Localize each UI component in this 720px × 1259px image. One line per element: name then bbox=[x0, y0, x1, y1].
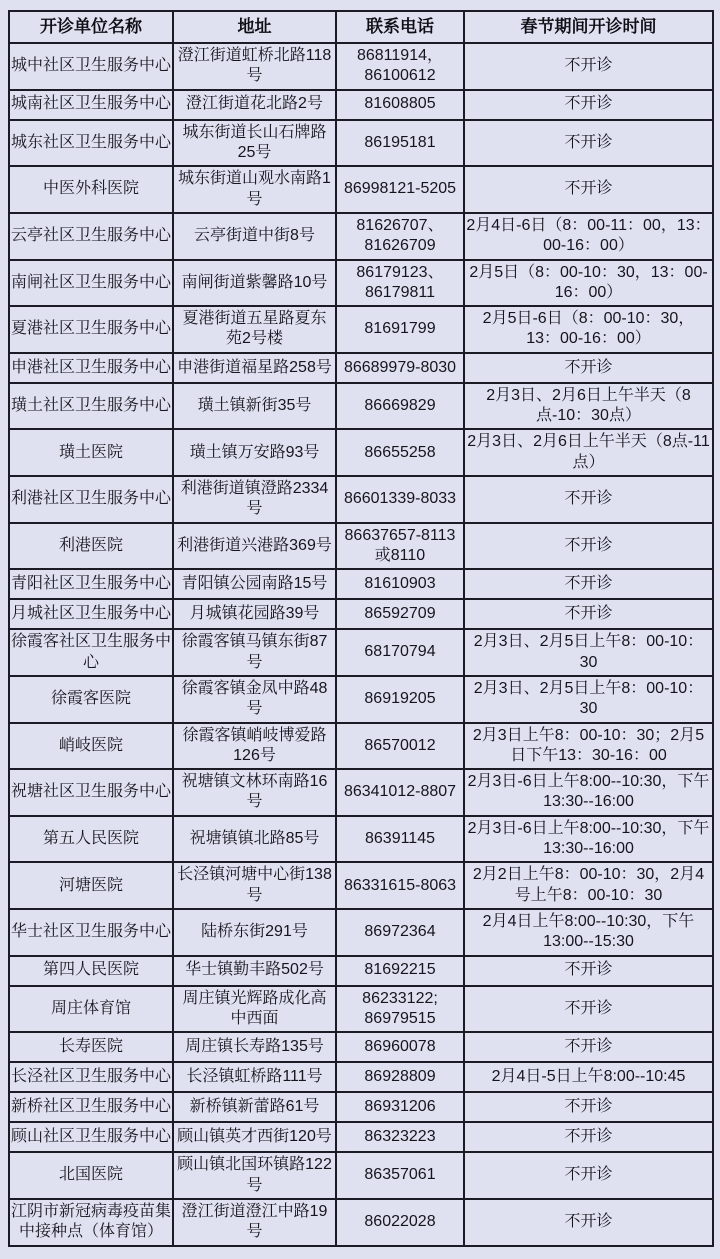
phone-cell: 86637657-8113或8110 bbox=[336, 523, 464, 570]
unit-name-cell: 长泾社区卫生服务中心 bbox=[9, 1062, 173, 1092]
phone-cell: 86655258 bbox=[336, 429, 464, 476]
phone-cell: 86928809 bbox=[336, 1062, 464, 1092]
phone-cell: 81608805 bbox=[336, 90, 464, 120]
schedule-cell: 不开诊 bbox=[464, 569, 713, 599]
phone-cell: 86592709 bbox=[336, 599, 464, 629]
phone-cell: 86357061 bbox=[336, 1152, 464, 1199]
phone-cell: 86570012 bbox=[336, 723, 464, 770]
table-row bbox=[9, 260, 713, 307]
schedule-cell: 2月3日、2月6日上午半天（8点-11点） bbox=[464, 429, 713, 476]
phone-cell: 86195181 bbox=[336, 120, 464, 167]
table-row bbox=[9, 676, 713, 723]
header-row bbox=[9, 11, 713, 43]
table-row bbox=[9, 90, 713, 120]
address-cell: 徐霞客镇马镇东街87号 bbox=[173, 629, 336, 676]
address-cell: 月城镇花园路39号 bbox=[173, 599, 336, 629]
unit-name-cell: 璜土社区卫生服务中心 bbox=[9, 383, 173, 430]
address-cell: 澄江街道虹桥北路118号 bbox=[173, 43, 336, 90]
phone-cell: 81692215 bbox=[336, 956, 464, 986]
schedule-cell: 不开诊 bbox=[464, 353, 713, 383]
table-row bbox=[9, 476, 713, 523]
address-cell: 祝塘镇镇北路85号 bbox=[173, 816, 336, 863]
address-cell: 青阳镇公园南路15号 bbox=[173, 569, 336, 599]
phone-cell: 86960078 bbox=[336, 1032, 464, 1062]
unit-name-cell: 第四人民医院 bbox=[9, 956, 173, 986]
address-cell: 周庄镇长寿路135号 bbox=[173, 1032, 336, 1062]
table-row bbox=[9, 429, 713, 476]
address-cell: 祝塘镇文林环南路16号 bbox=[173, 769, 336, 816]
address-cell: 璜土镇新街35号 bbox=[173, 383, 336, 430]
unit-name-cell: 江阴市新冠病毒疫苗集中接种点（体育馆） bbox=[9, 1199, 173, 1246]
address-cell: 华士镇勤丰路502号 bbox=[173, 956, 336, 986]
table-row bbox=[9, 629, 713, 676]
phone-cell: 86931206 bbox=[336, 1092, 464, 1122]
table-body bbox=[9, 43, 713, 1246]
unit-name-cell: 峭岐医院 bbox=[9, 723, 173, 770]
address-cell: 澄江街道澄江中路19号 bbox=[173, 1199, 336, 1246]
table-row bbox=[9, 1032, 713, 1062]
phone-cell: 86323223 bbox=[336, 1122, 464, 1152]
address-cell: 澄江街道花北路2号 bbox=[173, 90, 336, 120]
unit-name-cell: 中医外科医院 bbox=[9, 166, 173, 213]
address-cell: 长泾镇虹桥路111号 bbox=[173, 1062, 336, 1092]
phone-cell: 86391145 bbox=[336, 816, 464, 863]
table-row bbox=[9, 599, 713, 629]
schedule-cell: 不开诊 bbox=[464, 523, 713, 570]
table-row bbox=[9, 956, 713, 986]
address-cell: 城东街道长山石牌路25号 bbox=[173, 120, 336, 167]
clinic-schedule-table bbox=[8, 10, 714, 1247]
schedule-cell: 不开诊 bbox=[464, 43, 713, 90]
schedule-cell: 2月5日-6日（8：00-10：30，13：00-16：00） bbox=[464, 306, 713, 353]
phone-cell: 81626707、81626709 bbox=[336, 213, 464, 260]
unit-name-cell: 河塘医院 bbox=[9, 862, 173, 909]
table-row bbox=[9, 816, 713, 863]
phone-cell: 86972364 bbox=[336, 909, 464, 956]
address-cell: 利港街道镇澄路2334号 bbox=[173, 476, 336, 523]
table-header bbox=[9, 11, 713, 43]
schedule-cell: 2月3日上午8：00-10：30；2月5日下午13：30-16：00 bbox=[464, 723, 713, 770]
unit-name-cell: 华士社区卫生服务中心 bbox=[9, 909, 173, 956]
schedule-cell: 不开诊 bbox=[464, 1092, 713, 1122]
unit-name-cell: 第五人民医院 bbox=[9, 816, 173, 863]
unit-name-cell: 周庄体育馆 bbox=[9, 986, 173, 1033]
address-cell: 徐霞客镇金凤中路48号 bbox=[173, 676, 336, 723]
schedule-cell: 2月4日上午8:00--10:30，下午13:00--15:30 bbox=[464, 909, 713, 956]
schedule-cell: 不开诊 bbox=[464, 90, 713, 120]
table-row bbox=[9, 43, 713, 90]
phone-cell: 86341012-8807 bbox=[336, 769, 464, 816]
schedule-cell: 2月3日-6日上午8:00--10:30，下午13:30--16:00 bbox=[464, 816, 713, 863]
table-row bbox=[9, 909, 713, 956]
phone-cell: 86179123、86179811 bbox=[336, 260, 464, 307]
table-row bbox=[9, 862, 713, 909]
table-row bbox=[9, 569, 713, 599]
schedule-cell: 2月4日-6日（8：00-11：00，13：00-16：00） bbox=[464, 213, 713, 260]
unit-name-cell: 徐霞客医院 bbox=[9, 676, 173, 723]
address-cell: 申港街道福星路258号 bbox=[173, 353, 336, 383]
unit-name-cell: 城南社区卫生服务中心 bbox=[9, 90, 173, 120]
schedule-cell: 不开诊 bbox=[464, 956, 713, 986]
unit-name-cell: 夏港社区卫生服务中心 bbox=[9, 306, 173, 353]
header-schedule: 春节期间开诊时间 bbox=[464, 11, 713, 43]
unit-name-cell: 城东社区卫生服务中心 bbox=[9, 120, 173, 167]
table-row bbox=[9, 120, 713, 167]
phone-cell: 81610903 bbox=[336, 569, 464, 599]
unit-name-cell: 长寿医院 bbox=[9, 1032, 173, 1062]
unit-name-cell: 璜土医院 bbox=[9, 429, 173, 476]
schedule-cell: 不开诊 bbox=[464, 166, 713, 213]
unit-name-cell: 云亭社区卫生服务中心 bbox=[9, 213, 173, 260]
address-cell: 云亭街道中街8号 bbox=[173, 213, 336, 260]
unit-name-cell: 利港社区卫生服务中心 bbox=[9, 476, 173, 523]
schedule-cell: 2月3日、2月6日上午半天（8点-10：30点） bbox=[464, 383, 713, 430]
unit-name-cell: 青阳社区卫生服务中心 bbox=[9, 569, 173, 599]
address-cell: 利港街道兴港路369号 bbox=[173, 523, 336, 570]
table-row bbox=[9, 723, 713, 770]
table-row bbox=[9, 353, 713, 383]
address-cell: 周庄镇光辉路成化高中西面 bbox=[173, 986, 336, 1033]
schedule-cell: 不开诊 bbox=[464, 1032, 713, 1062]
schedule-cell: 2月3日-6日上午8:00--10:30，下午13:30--16:00 bbox=[464, 769, 713, 816]
phone-cell: 86022028 bbox=[336, 1199, 464, 1246]
unit-name-cell: 顾山社区卫生服务中心 bbox=[9, 1122, 173, 1152]
phone-cell: 86669829 bbox=[336, 383, 464, 430]
phone-cell: 86689979-8030 bbox=[336, 353, 464, 383]
table-row bbox=[9, 986, 713, 1033]
table-row bbox=[9, 1199, 713, 1246]
schedule-cell: 不开诊 bbox=[464, 120, 713, 167]
schedule-cell: 不开诊 bbox=[464, 1152, 713, 1199]
phone-cell: 68170794 bbox=[336, 629, 464, 676]
unit-name-cell: 申港社区卫生服务中心 bbox=[9, 353, 173, 383]
schedule-cell: 不开诊 bbox=[464, 476, 713, 523]
unit-name-cell: 徐霞客社区卫生服务中心 bbox=[9, 629, 173, 676]
unit-name-cell: 城中社区卫生服务中心 bbox=[9, 43, 173, 90]
phone-cell: 86811914，86100612 bbox=[336, 43, 464, 90]
unit-name-cell: 北国医院 bbox=[9, 1152, 173, 1199]
unit-name-cell: 新桥社区卫生服务中心 bbox=[9, 1092, 173, 1122]
table-row bbox=[9, 523, 713, 570]
table-row bbox=[9, 306, 713, 353]
phone-cell: 86919205 bbox=[336, 676, 464, 723]
phone-cell: 81691799 bbox=[336, 306, 464, 353]
table-row bbox=[9, 769, 713, 816]
table-row bbox=[9, 1092, 713, 1122]
header-unit-name: 开诊单位名称 bbox=[9, 11, 173, 43]
address-cell: 顾山镇英才西街120号 bbox=[173, 1122, 336, 1152]
header-address: 地址 bbox=[173, 11, 336, 43]
address-cell: 新桥镇新蕾路61号 bbox=[173, 1092, 336, 1122]
address-cell: 顾山镇北国环镇路122号 bbox=[173, 1152, 336, 1199]
schedule-cell: 2月3日、2月5日上午8：00-10：30 bbox=[464, 676, 713, 723]
schedule-cell: 2月2日上午8：00-10：30，2月4号上午8：00-10：30 bbox=[464, 862, 713, 909]
schedule-cell: 不开诊 bbox=[464, 1199, 713, 1246]
table-row bbox=[9, 1062, 713, 1092]
unit-name-cell: 祝塘社区卫生服务中心 bbox=[9, 769, 173, 816]
address-cell: 陆桥东街291号 bbox=[173, 909, 336, 956]
address-cell: 长泾镇河塘中心街138号 bbox=[173, 862, 336, 909]
unit-name-cell: 月城社区卫生服务中心 bbox=[9, 599, 173, 629]
table-row bbox=[9, 383, 713, 430]
table-row bbox=[9, 1122, 713, 1152]
phone-cell: 86601339-8033 bbox=[336, 476, 464, 523]
unit-name-cell: 利港医院 bbox=[9, 523, 173, 570]
schedule-cell: 不开诊 bbox=[464, 986, 713, 1033]
table-row bbox=[9, 166, 713, 213]
address-cell: 夏港街道五星路夏东苑2号楼 bbox=[173, 306, 336, 353]
address-cell: 璜土镇万安路93号 bbox=[173, 429, 336, 476]
phone-cell: 86331615-8063 bbox=[336, 862, 464, 909]
schedule-cell: 2月4日-5日上午8:00--10:45 bbox=[464, 1062, 713, 1092]
schedule-cell: 2月3日、2月5日上午8：00-10：30 bbox=[464, 629, 713, 676]
phone-cell: 86233122; 86979515 bbox=[336, 986, 464, 1033]
schedule-cell: 不开诊 bbox=[464, 1122, 713, 1152]
address-cell: 南闸街道紫馨路10号 bbox=[173, 260, 336, 307]
header-phone: 联系电话 bbox=[336, 11, 464, 43]
table-row bbox=[9, 213, 713, 260]
schedule-cell: 不开诊 bbox=[464, 599, 713, 629]
address-cell: 城东街道山观水南路1号 bbox=[173, 166, 336, 213]
phone-cell: 86998121-5205 bbox=[336, 166, 464, 213]
unit-name-cell: 南闸社区卫生服务中心 bbox=[9, 260, 173, 307]
address-cell: 徐霞客镇峭岐博爱路126号 bbox=[173, 723, 336, 770]
schedule-cell: 2月5日（8：00-10：30，13：00-16：00） bbox=[464, 260, 713, 307]
